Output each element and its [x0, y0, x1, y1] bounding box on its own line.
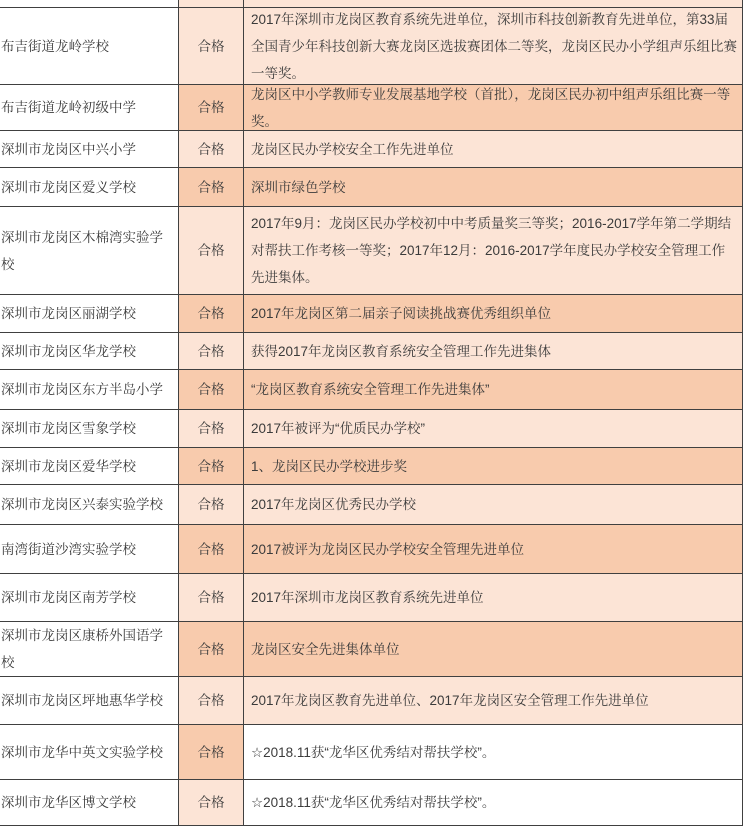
status-cell: 合格 — [179, 333, 244, 370]
school-name-cell: 南湾街道沙湾实验学校 — [0, 525, 179, 574]
table-row — [0, 131, 743, 168]
achievement-cell — [244, 410, 743, 448]
achievement-cell — [244, 333, 743, 370]
status-cell: 合格 — [179, 448, 244, 485]
achievement-cell — [244, 370, 743, 410]
school-name-cell: 深圳市龙岗区南芳学校 — [0, 574, 179, 622]
school-name-cell: 深圳市龙岗区中兴小学 — [0, 131, 179, 168]
achievement-text: 获得2017年龙岗区教育系统安全管理工作先进集体 — [251, 343, 552, 359]
table-row — [0, 410, 743, 448]
partial-achievement-cell — [244, 0, 743, 8]
table-row — [0, 168, 743, 207]
table-row — [0, 725, 743, 780]
table-row — [0, 525, 743, 574]
school-name-cell: 深圳市龙华中英文实验学校 — [0, 725, 179, 780]
table-row — [0, 677, 743, 725]
achievement-cell — [244, 622, 743, 677]
school-name-cell: 深圳市龙岗区丽湖学校 — [0, 295, 179, 333]
achievement-cell — [244, 677, 743, 725]
table-row — [0, 8, 743, 85]
school-name-cell: 深圳市龙岗区东方半岛小学 — [0, 370, 179, 410]
achievement-text: 2017年深圳市龙岗区教育系统先进单位 — [251, 590, 484, 605]
table-row — [0, 574, 743, 622]
achievement-text: 2017年深圳市龙岗区教育系统先进单位，深圳市科技创新教育先进单位，第33届全国青少年科技创新大赛龙岗区选拔赛团体二等奖，龙岗区民办小学组声乐组比赛一等奖。 — [251, 11, 737, 81]
partial-top-row — [0, 0, 743, 8]
school-name-cell: 深圳市龙岗区坪地惠华学校 — [0, 677, 179, 725]
school-name-cell: 深圳市龙华区博文学校 — [0, 780, 179, 826]
school-name-cell: 深圳市龙岗区华龙学校 — [0, 333, 179, 370]
status-cell: 合格 — [179, 295, 244, 333]
school-name-cell: 深圳市龙岗区爱华学校 — [0, 448, 179, 485]
partial-school-cell — [0, 0, 179, 8]
achievement-text: 1、龙岗区民办学校进步奖 — [251, 458, 408, 474]
achievement-text: 2017年9月：龙岗区民办学校初中中考质量奖三等奖；2016-2017学年第二学期结对帮扶工作考核一等奖；2017年12月：2016-2017学年度民办学校安全管理工作先进集体。 — [251, 216, 732, 285]
achievement-cell — [244, 525, 743, 574]
status-cell: 合格 — [179, 131, 244, 168]
table-row — [0, 295, 743, 333]
table-row — [0, 333, 743, 370]
achievement-cell — [244, 725, 743, 780]
table-row — [0, 622, 743, 677]
school-name-cell: 深圳市龙岗区兴泰实验学校 — [0, 485, 179, 525]
table-row — [0, 370, 743, 410]
table-row — [0, 207, 743, 295]
school-name-cell: 布吉街道龙岭学校 — [0, 8, 179, 85]
achievement-cell — [244, 8, 743, 85]
achievement-cell — [244, 574, 743, 622]
achievement-text: 2017年龙岗区第二届亲子阅读挑战赛优秀组织单位 — [251, 306, 552, 321]
school-name-cell: 深圳市龙岗区爱义学校 — [0, 168, 179, 207]
school-name-cell: 深圳市龙岗区雪象学校 — [0, 410, 179, 448]
status-cell: 合格 — [179, 207, 244, 295]
achievement-cell — [244, 168, 743, 207]
achievement-cell — [244, 131, 743, 168]
table-row — [0, 780, 743, 826]
school-name-cell: 深圳市龙岗区木棉湾实验学校 — [0, 207, 179, 295]
status-cell: 合格 — [179, 725, 244, 780]
table-row — [0, 485, 743, 525]
school-name-cell: 深圳市龙岗区康桥外国语学校 — [0, 622, 179, 677]
achievement-cell — [244, 485, 743, 525]
partial-status-cell — [179, 0, 244, 8]
status-cell: 合格 — [179, 677, 244, 725]
achievement-cell — [244, 85, 743, 131]
status-cell: 合格 — [179, 85, 244, 131]
achievement-cell — [244, 207, 743, 295]
achievement-text: 龙岗区民办学校安全工作先进单位 — [251, 141, 454, 157]
achievement-text: 2017年被评为“优质民办学校” — [251, 421, 426, 436]
status-cell: 合格 — [179, 622, 244, 677]
achievement-text: 深圳市绿色学校 — [251, 179, 346, 195]
status-cell: 合格 — [179, 168, 244, 207]
achievement-text: 2017被评为龙岗区民办学校安全管理先进单位 — [251, 541, 525, 557]
table-row — [0, 85, 743, 131]
achievement-text: 2017年龙岗区教育先进单位、2017年龙岗区安全管理工作先进单位 — [251, 693, 649, 708]
status-cell: 合格 — [179, 485, 244, 525]
status-cell: 合格 — [179, 8, 244, 85]
status-cell: 合格 — [179, 410, 244, 448]
status-cell: 合格 — [179, 525, 244, 574]
achievement-cell — [244, 295, 743, 333]
school-name-cell: 布吉街道龙岭初级中学 — [0, 85, 179, 131]
achievement-text: ☆2018.11获“龙华区优秀结对帮扶学校”。 — [251, 744, 496, 760]
achievement-text: “龙岗区教育系统安全管理工作先进集体” — [251, 382, 490, 397]
school-table-body — [0, 8, 743, 826]
status-cell: 合格 — [179, 574, 244, 622]
achievement-text: 2017年龙岗区优秀民办学校 — [251, 497, 417, 512]
status-cell: 合格 — [179, 370, 244, 410]
achievement-text: ☆2018.11获“龙华区优秀结对帮扶学校”。 — [251, 795, 496, 810]
achievement-cell — [244, 448, 743, 485]
achievement-cell — [244, 780, 743, 826]
status-cell: 合格 — [179, 780, 244, 826]
achievement-text: 龙岗区中小学教师专业发展基地学校（首批），龙岗区民办初中组声乐组比赛一等奖。 — [251, 86, 731, 129]
achievement-text: 龙岗区安全先进集体单位 — [251, 641, 400, 657]
table-row — [0, 448, 743, 485]
